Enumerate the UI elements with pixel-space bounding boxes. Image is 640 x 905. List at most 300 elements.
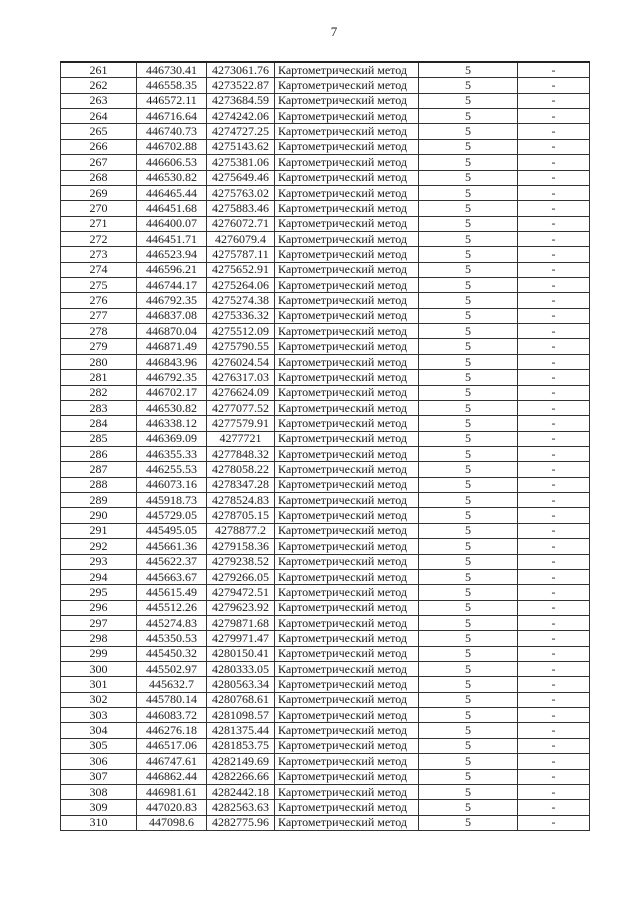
cell-point-number: 295 xyxy=(61,585,137,600)
cell-y-coordinate: 4277721 xyxy=(207,431,275,446)
cell-value: 5 xyxy=(419,262,518,277)
cell-point-number: 303 xyxy=(61,708,137,723)
cell-x-coordinate: 447020.83 xyxy=(137,800,207,815)
cell-point-number: 298 xyxy=(61,631,137,646)
cell-method: Картометрический метод xyxy=(275,293,419,308)
cell-method: Картометрический метод xyxy=(275,339,419,354)
cell-method: Картометрический метод xyxy=(275,370,419,385)
cell-method: Картометрический метод xyxy=(275,677,419,692)
table-row xyxy=(61,615,590,630)
cell-value: 5 xyxy=(419,446,518,461)
cell-method: Картометрический метод xyxy=(275,400,419,415)
cell-y-coordinate: 4277077.52 xyxy=(207,400,275,415)
cell-point-number: 264 xyxy=(61,109,137,124)
table-row xyxy=(61,462,590,477)
cell-point-number: 277 xyxy=(61,308,137,323)
cell-point-number: 281 xyxy=(61,370,137,385)
cell-value: 5 xyxy=(419,278,518,293)
table-row xyxy=(61,815,590,830)
cell-x-coordinate: 446517.06 xyxy=(137,738,207,753)
cell-method: Картометрический метод xyxy=(275,109,419,124)
cell-x-coordinate: 445661.36 xyxy=(137,539,207,554)
cell-method: Картометрический метод xyxy=(275,385,419,400)
cell-point-number: 310 xyxy=(61,815,137,830)
cell-dash: - xyxy=(518,247,590,262)
cell-point-number: 292 xyxy=(61,539,137,554)
cell-method: Картометрический метод xyxy=(275,600,419,615)
cell-dash: - xyxy=(518,370,590,385)
table-row xyxy=(61,508,590,523)
cell-dash: - xyxy=(518,769,590,784)
cell-point-number: 308 xyxy=(61,784,137,799)
cell-dash: - xyxy=(518,231,590,246)
cell-method: Картометрический метод xyxy=(275,493,419,508)
cell-dash: - xyxy=(518,308,590,323)
table-row xyxy=(61,800,590,815)
cell-y-coordinate: 4281098.57 xyxy=(207,708,275,723)
cell-value: 5 xyxy=(419,539,518,554)
cell-x-coordinate: 446716.64 xyxy=(137,109,207,124)
cell-value: 5 xyxy=(419,216,518,231)
cell-method: Картометрический метод xyxy=(275,508,419,523)
cell-point-number: 261 xyxy=(61,62,137,78)
table-row xyxy=(61,631,590,646)
cell-y-coordinate: 4278058.22 xyxy=(207,462,275,477)
cell-y-coordinate: 4275381.06 xyxy=(207,155,275,170)
cell-x-coordinate: 446400.07 xyxy=(137,216,207,231)
cell-method: Картометрический метод xyxy=(275,723,419,738)
cell-dash: - xyxy=(518,754,590,769)
cell-point-number: 284 xyxy=(61,416,137,431)
cell-dash: - xyxy=(518,78,590,93)
cell-value: 5 xyxy=(419,523,518,538)
cell-method: Картометрический метод xyxy=(275,631,419,646)
cell-method: Картометрический метод xyxy=(275,446,419,461)
cell-point-number: 267 xyxy=(61,155,137,170)
cell-value: 5 xyxy=(419,416,518,431)
cell-dash: - xyxy=(518,93,590,108)
cell-value: 5 xyxy=(419,139,518,154)
cell-method: Картометрический метод xyxy=(275,247,419,262)
cell-value: 5 xyxy=(419,784,518,799)
cell-y-coordinate: 4275883.46 xyxy=(207,201,275,216)
cell-value: 5 xyxy=(419,201,518,216)
cell-x-coordinate: 446702.88 xyxy=(137,139,207,154)
cell-point-number: 280 xyxy=(61,354,137,369)
cell-dash: - xyxy=(518,400,590,415)
cell-value: 5 xyxy=(419,385,518,400)
cell-value: 5 xyxy=(419,493,518,508)
table-row xyxy=(61,754,590,769)
coordinates-table xyxy=(60,61,590,831)
cell-dash: - xyxy=(518,523,590,538)
cell-point-number: 293 xyxy=(61,554,137,569)
cell-x-coordinate: 445274.83 xyxy=(137,615,207,630)
cell-method: Картометрический метод xyxy=(275,308,419,323)
cell-y-coordinate: 4279238.52 xyxy=(207,554,275,569)
cell-point-number: 263 xyxy=(61,93,137,108)
cell-point-number: 272 xyxy=(61,231,137,246)
cell-y-coordinate: 4278524.83 xyxy=(207,493,275,508)
cell-method: Картометрический метод xyxy=(275,416,419,431)
cell-x-coordinate: 446981.61 xyxy=(137,784,207,799)
cell-dash: - xyxy=(518,723,590,738)
table-row xyxy=(61,600,590,615)
cell-dash: - xyxy=(518,738,590,753)
cell-method: Картометрический метод xyxy=(275,278,419,293)
cell-method: Картометрический метод xyxy=(275,431,419,446)
cell-point-number: 265 xyxy=(61,124,137,139)
cell-dash: - xyxy=(518,324,590,339)
cell-point-number: 279 xyxy=(61,339,137,354)
cell-point-number: 305 xyxy=(61,738,137,753)
cell-value: 5 xyxy=(419,800,518,815)
cell-x-coordinate: 446451.71 xyxy=(137,231,207,246)
cell-y-coordinate: 4279158.36 xyxy=(207,539,275,554)
cell-method: Картометрический метод xyxy=(275,477,419,492)
cell-value: 5 xyxy=(419,93,518,108)
cell-point-number: 266 xyxy=(61,139,137,154)
cell-dash: - xyxy=(518,569,590,584)
cell-y-coordinate: 4275512.09 xyxy=(207,324,275,339)
cell-dash: - xyxy=(518,692,590,707)
cell-value: 5 xyxy=(419,585,518,600)
cell-y-coordinate: 4273684.59 xyxy=(207,93,275,108)
table-row xyxy=(61,477,590,492)
cell-y-coordinate: 4275264.06 xyxy=(207,278,275,293)
cell-x-coordinate: 446572.11 xyxy=(137,93,207,108)
cell-y-coordinate: 4279266.05 xyxy=(207,569,275,584)
cell-y-coordinate: 4282149.69 xyxy=(207,754,275,769)
cell-method: Картометрический метод xyxy=(275,262,419,277)
cell-method: Картометрический метод xyxy=(275,124,419,139)
cell-method: Картометрический метод xyxy=(275,523,419,538)
cell-point-number: 269 xyxy=(61,185,137,200)
cell-method: Картометрический метод xyxy=(275,769,419,784)
table-row xyxy=(61,93,590,108)
cell-y-coordinate: 4274727.25 xyxy=(207,124,275,139)
cell-method: Картометрический метод xyxy=(275,539,419,554)
cell-x-coordinate: 445450.32 xyxy=(137,646,207,661)
cell-y-coordinate: 4280333.05 xyxy=(207,662,275,677)
cell-point-number: 268 xyxy=(61,170,137,185)
cell-value: 5 xyxy=(419,370,518,385)
cell-x-coordinate: 446523.94 xyxy=(137,247,207,262)
cell-x-coordinate: 446870.04 xyxy=(137,324,207,339)
cell-x-coordinate: 446530.82 xyxy=(137,170,207,185)
table-row xyxy=(61,554,590,569)
table-row xyxy=(61,139,590,154)
table-row xyxy=(61,784,590,799)
cell-method: Картометрический метод xyxy=(275,231,419,246)
cell-point-number: 287 xyxy=(61,462,137,477)
cell-x-coordinate: 446338.12 xyxy=(137,416,207,431)
cell-y-coordinate: 4276024.54 xyxy=(207,354,275,369)
cell-x-coordinate: 446255.53 xyxy=(137,462,207,477)
cell-method: Картометрический метод xyxy=(275,615,419,630)
table-row xyxy=(61,308,590,323)
cell-value: 5 xyxy=(419,677,518,692)
cell-value: 5 xyxy=(419,554,518,569)
cell-dash: - xyxy=(518,662,590,677)
cell-point-number: 278 xyxy=(61,324,137,339)
cell-value: 5 xyxy=(419,247,518,262)
cell-x-coordinate: 445780.14 xyxy=(137,692,207,707)
cell-x-coordinate: 446792.35 xyxy=(137,293,207,308)
cell-point-number: 283 xyxy=(61,400,137,415)
table-row xyxy=(61,662,590,677)
cell-x-coordinate: 446862.44 xyxy=(137,769,207,784)
cell-method: Картометрический метод xyxy=(275,692,419,707)
cell-value: 5 xyxy=(419,324,518,339)
table-row xyxy=(61,231,590,246)
cell-method: Картометрический метод xyxy=(275,462,419,477)
cell-dash: - xyxy=(518,201,590,216)
table-row xyxy=(61,738,590,753)
cell-dash: - xyxy=(518,646,590,661)
cell-y-coordinate: 4282775.96 xyxy=(207,815,275,830)
table-row xyxy=(61,170,590,185)
cell-value: 5 xyxy=(419,815,518,830)
table-row xyxy=(61,523,590,538)
cell-y-coordinate: 4279472.51 xyxy=(207,585,275,600)
table-row xyxy=(61,109,590,124)
cell-y-coordinate: 4279623.92 xyxy=(207,600,275,615)
cell-value: 5 xyxy=(419,646,518,661)
cell-x-coordinate: 445350.53 xyxy=(137,631,207,646)
cell-y-coordinate: 4278347.28 xyxy=(207,477,275,492)
cell-value: 5 xyxy=(419,354,518,369)
cell-dash: - xyxy=(518,416,590,431)
cell-dash: - xyxy=(518,784,590,799)
table-row xyxy=(61,185,590,200)
cell-method: Картометрический метод xyxy=(275,139,419,154)
cell-y-coordinate: 4279871.68 xyxy=(207,615,275,630)
cell-point-number: 276 xyxy=(61,293,137,308)
cell-x-coordinate: 446843.96 xyxy=(137,354,207,369)
cell-y-coordinate: 4274242.06 xyxy=(207,109,275,124)
cell-value: 5 xyxy=(419,631,518,646)
cell-method: Картометрический метод xyxy=(275,569,419,584)
cell-x-coordinate: 446837.08 xyxy=(137,308,207,323)
cell-value: 5 xyxy=(419,293,518,308)
cell-point-number: 302 xyxy=(61,692,137,707)
cell-value: 5 xyxy=(419,477,518,492)
cell-dash: - xyxy=(518,170,590,185)
cell-x-coordinate: 446744.17 xyxy=(137,278,207,293)
cell-dash: - xyxy=(518,109,590,124)
table-row xyxy=(61,585,590,600)
cell-point-number: 271 xyxy=(61,216,137,231)
cell-y-coordinate: 4280150.41 xyxy=(207,646,275,661)
cell-dash: - xyxy=(518,431,590,446)
cell-y-coordinate: 4275143.62 xyxy=(207,139,275,154)
cell-value: 5 xyxy=(419,170,518,185)
table-row xyxy=(61,692,590,707)
cell-y-coordinate: 4273522.87 xyxy=(207,78,275,93)
cell-method: Картометрический метод xyxy=(275,784,419,799)
cell-point-number: 289 xyxy=(61,493,137,508)
cell-y-coordinate: 4279971.47 xyxy=(207,631,275,646)
cell-y-coordinate: 4275336.32 xyxy=(207,308,275,323)
cell-x-coordinate: 445622.37 xyxy=(137,554,207,569)
cell-dash: - xyxy=(518,677,590,692)
table-row xyxy=(61,646,590,661)
cell-dash: - xyxy=(518,185,590,200)
cell-dash: - xyxy=(518,62,590,78)
cell-y-coordinate: 4275763.02 xyxy=(207,185,275,200)
cell-value: 5 xyxy=(419,600,518,615)
table-row xyxy=(61,62,590,78)
cell-value: 5 xyxy=(419,109,518,124)
cell-method: Картометрический метод xyxy=(275,800,419,815)
cell-dash: - xyxy=(518,385,590,400)
cell-dash: - xyxy=(518,600,590,615)
cell-dash: - xyxy=(518,585,590,600)
table-row xyxy=(61,370,590,385)
cell-y-coordinate: 4275652.91 xyxy=(207,262,275,277)
cell-point-number: 274 xyxy=(61,262,137,277)
cell-method: Картометрический метод xyxy=(275,324,419,339)
cell-y-coordinate: 4275649.46 xyxy=(207,170,275,185)
cell-method: Картометрический метод xyxy=(275,554,419,569)
cell-point-number: 275 xyxy=(61,278,137,293)
cell-x-coordinate: 446747.61 xyxy=(137,754,207,769)
cell-x-coordinate: 446355.33 xyxy=(137,446,207,461)
table-row xyxy=(61,201,590,216)
table-row xyxy=(61,78,590,93)
cell-y-coordinate: 4275787.11 xyxy=(207,247,275,262)
cell-method: Картометрический метод xyxy=(275,708,419,723)
cell-dash: - xyxy=(518,708,590,723)
cell-x-coordinate: 446596.21 xyxy=(137,262,207,277)
cell-x-coordinate: 446558.35 xyxy=(137,78,207,93)
cell-method: Картометрический метод xyxy=(275,155,419,170)
cell-y-coordinate: 4281853.75 xyxy=(207,738,275,753)
cell-y-coordinate: 4278705.15 xyxy=(207,508,275,523)
cell-x-coordinate: 446465.44 xyxy=(137,185,207,200)
cell-dash: - xyxy=(518,539,590,554)
cell-dash: - xyxy=(518,508,590,523)
cell-dash: - xyxy=(518,631,590,646)
cell-dash: - xyxy=(518,800,590,815)
cell-point-number: 290 xyxy=(61,508,137,523)
cell-y-coordinate: 4281375.44 xyxy=(207,723,275,738)
cell-value: 5 xyxy=(419,431,518,446)
cell-x-coordinate: 445632.7 xyxy=(137,677,207,692)
cell-x-coordinate: 446730.41 xyxy=(137,62,207,78)
cell-value: 5 xyxy=(419,62,518,78)
cell-point-number: 282 xyxy=(61,385,137,400)
cell-y-coordinate: 4275274.38 xyxy=(207,293,275,308)
cell-x-coordinate: 445502.97 xyxy=(137,662,207,677)
cell-x-coordinate: 446083.72 xyxy=(137,708,207,723)
cell-value: 5 xyxy=(419,508,518,523)
cell-y-coordinate: 4273061.76 xyxy=(207,62,275,78)
cell-point-number: 297 xyxy=(61,615,137,630)
cell-x-coordinate: 445495.05 xyxy=(137,523,207,538)
cell-x-coordinate: 446871.49 xyxy=(137,339,207,354)
table-row xyxy=(61,493,590,508)
cell-value: 5 xyxy=(419,708,518,723)
table-row xyxy=(61,539,590,554)
cell-value: 5 xyxy=(419,462,518,477)
cell-point-number: 291 xyxy=(61,523,137,538)
page-number: 7 xyxy=(330,24,338,39)
cell-method: Картометрический метод xyxy=(275,738,419,753)
cell-method: Картометрический метод xyxy=(275,201,419,216)
cell-point-number: 304 xyxy=(61,723,137,738)
table-row xyxy=(61,708,590,723)
cell-value: 5 xyxy=(419,308,518,323)
cell-value: 5 xyxy=(419,769,518,784)
cell-method: Картометрический метод xyxy=(275,185,419,200)
table-row xyxy=(61,769,590,784)
cell-value: 5 xyxy=(419,400,518,415)
cell-value: 5 xyxy=(419,124,518,139)
cell-x-coordinate: 446451.68 xyxy=(137,201,207,216)
cell-value: 5 xyxy=(419,738,518,753)
table-row xyxy=(61,569,590,584)
cell-dash: - xyxy=(518,554,590,569)
table-row xyxy=(61,324,590,339)
cell-x-coordinate: 445615.49 xyxy=(137,585,207,600)
cell-method: Картометрический метод xyxy=(275,62,419,78)
cell-value: 5 xyxy=(419,723,518,738)
cell-method: Картометрический метод xyxy=(275,216,419,231)
cell-y-coordinate: 4280768.61 xyxy=(207,692,275,707)
cell-x-coordinate: 446702.17 xyxy=(137,385,207,400)
cell-value: 5 xyxy=(419,692,518,707)
cell-point-number: 262 xyxy=(61,78,137,93)
cell-y-coordinate: 4276624.09 xyxy=(207,385,275,400)
cell-dash: - xyxy=(518,155,590,170)
cell-value: 5 xyxy=(419,78,518,93)
cell-point-number: 294 xyxy=(61,569,137,584)
cell-x-coordinate: 446276.18 xyxy=(137,723,207,738)
cell-y-coordinate: 4277848.32 xyxy=(207,446,275,461)
table-row xyxy=(61,446,590,461)
cell-x-coordinate: 445729.05 xyxy=(137,508,207,523)
cell-method: Картометрический метод xyxy=(275,585,419,600)
cell-x-coordinate: 445663.67 xyxy=(137,569,207,584)
cell-dash: - xyxy=(518,216,590,231)
cell-value: 5 xyxy=(419,231,518,246)
cell-dash: - xyxy=(518,339,590,354)
cell-y-coordinate: 4282442.18 xyxy=(207,784,275,799)
cell-point-number: 288 xyxy=(61,477,137,492)
cell-x-coordinate: 446530.82 xyxy=(137,400,207,415)
cell-method: Картометрический метод xyxy=(275,815,419,830)
cell-dash: - xyxy=(518,446,590,461)
cell-value: 5 xyxy=(419,569,518,584)
cell-dash: - xyxy=(518,615,590,630)
table-row xyxy=(61,278,590,293)
table-row xyxy=(61,293,590,308)
cell-dash: - xyxy=(518,293,590,308)
table-row xyxy=(61,431,590,446)
table-row xyxy=(61,124,590,139)
cell-point-number: 270 xyxy=(61,201,137,216)
table-row xyxy=(61,216,590,231)
cell-y-coordinate: 4276317.03 xyxy=(207,370,275,385)
table-row xyxy=(61,385,590,400)
table-row xyxy=(61,723,590,738)
cell-dash: - xyxy=(518,815,590,830)
cell-y-coordinate: 4275790.55 xyxy=(207,339,275,354)
table-row xyxy=(61,416,590,431)
cell-x-coordinate: 445512.26 xyxy=(137,600,207,615)
